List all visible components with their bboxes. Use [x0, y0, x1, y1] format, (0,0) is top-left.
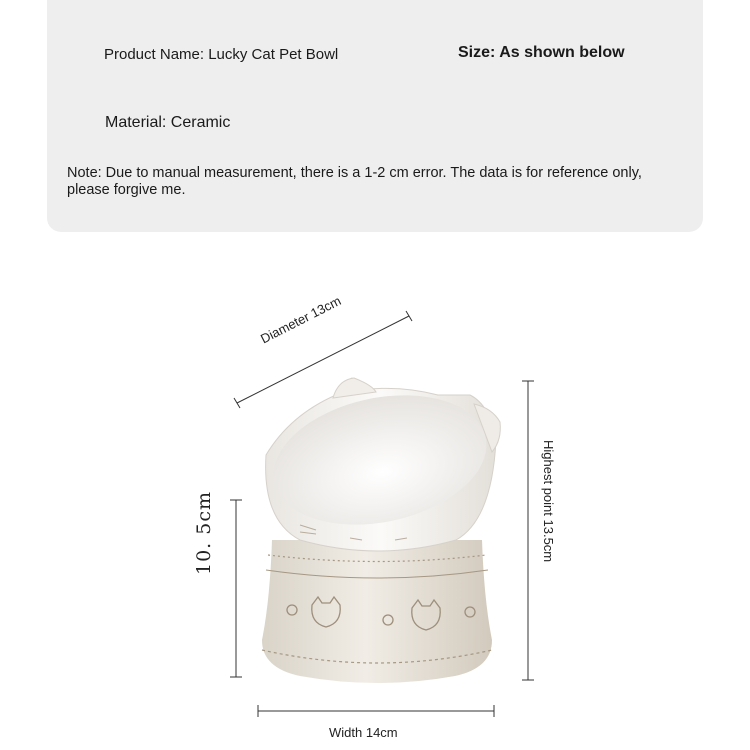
highest-point-label: Highest point 13.5cm	[541, 440, 556, 563]
width-label: Width 14cm	[329, 725, 398, 740]
material-text: Material: Ceramic	[105, 114, 231, 131]
height-label: 10. 5cm	[193, 490, 215, 575]
product-name-text: Product Name: Lucky Cat Pet Bowl	[104, 46, 339, 63]
diameter-label: Diameter 13cm	[258, 292, 344, 347]
note-text: Note: Due to manual measurement, there is a 1-2 cm error. The data is for reference only, please forgive me.	[67, 165, 642, 198]
size-text: Size: As shown below	[458, 44, 625, 61]
